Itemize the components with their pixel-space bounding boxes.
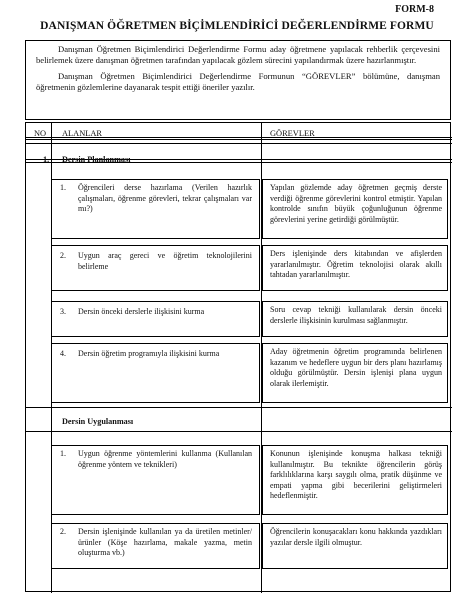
section-number: 1. bbox=[43, 155, 50, 164]
item-number: 3. bbox=[60, 307, 66, 316]
item-number: 2. bbox=[60, 251, 66, 260]
task-text: Yapılan gözlemde aday öğretmen geçmiş derste verdiği öğrenme görevlerini kontrol etmiştir. Yapılan kontrolde sınıfın büyük çoğunluğunun öğrenme görevlerini yerine getirdiği görülmüştür. bbox=[270, 183, 442, 224]
item-number: 1. bbox=[60, 183, 66, 192]
header-gorevler: GÖREVLER bbox=[270, 129, 315, 138]
section-title: Dersin Planlanması bbox=[62, 155, 131, 164]
task-text: Soru cevap tekniği kullanılarak dersin önceki derslerle ilişkisinin kurulması sağlanmıştır. bbox=[270, 305, 442, 325]
intro-paragraph-2: Danışman Öğretmen Biçimlendirici Değerlendirme Formunun “GÖREVLER” bölümüne, danışman öğretmenin gözlemlerine dayanarak tespit ettiği öneriler yazılır. bbox=[36, 70, 440, 93]
item-number: 2. bbox=[60, 527, 66, 536]
intro-paragraph-1: Danışman Öğretmen Biçimlendirici Değerlendirme Formu aday öğretmene yapılacak rehberlik çerçevesini belirlemek üzere danışman öğretmen tarafından yapılacak gözlem sürecini yapılandırmak üzere hazırlanmıştır. bbox=[36, 44, 440, 66]
header-no: NO bbox=[34, 129, 47, 138]
area-text: Uygun araç gereci ve öğretim teknolojilerini belirleme bbox=[78, 251, 252, 271]
task-text: Öğrencilerin konuşacakları konu hakkında yazdıkları yazılar dersle ilgili olmuştur. bbox=[270, 527, 442, 547]
area-text: Uygun öğrenme yöntemlerini kullanma (Kullanılan öğrenme yöntem ve teknikleri) bbox=[78, 449, 252, 469]
page-title: DANIŞMAN ÖĞRETMEN BİÇİMLENDİRİCİ DEĞERLENDİRME FORMU bbox=[40, 20, 434, 32]
task-text: Konunun işlenişinde konuşma halkası tekniği kullanılmıştır. Bu teknikte öğrencilerin görüş farklılıklarına karşı saygılı olma, pratik düşünme ve empati yapma gibi becerilerini geliştirmeleri hedeflenmiştir. bbox=[270, 449, 442, 501]
form-number: FORM-8 bbox=[395, 4, 434, 15]
item-number: 1. bbox=[60, 449, 66, 458]
section-title: Dersin Uygulanması bbox=[62, 417, 134, 426]
task-text: Aday öğretmenin öğretim programında belirlenen kazanım ve hedeflere uygun bir ders planı hazırlamış olduğu görülmüştür. Dersin işlenişi plana uygun olarak ilerlemiştir. bbox=[270, 347, 442, 388]
header-alanlar: ALANLAR bbox=[62, 129, 103, 138]
area-text: Öğrencileri derse hazırlama (Verilen hazırlık çalışmaları, öğrenme görevleri, tekrar çalışmaları var mı?) bbox=[78, 183, 252, 214]
item-number: 4. bbox=[60, 349, 66, 358]
area-text: Dersin öğretim programıyla ilişkisini kurma bbox=[78, 349, 220, 358]
intro-box bbox=[25, 40, 451, 120]
area-text: Dersin işlenişinde kullanılan ya da üretilen metinler/ürünler (Köşe hazırlama, makale yazma, metin oluşturma vb.) bbox=[78, 527, 252, 558]
area-text: Dersin önceki derslerle ilişkisini kurma bbox=[78, 307, 205, 316]
evaluation-table bbox=[25, 122, 451, 592]
task-text: Ders işlenişinde ders kitabından ve afişlerden yararlanılmıştır. Öğretim teknolojisi olarak akıllı tahtadan yararlanılmıştır. bbox=[270, 249, 442, 280]
